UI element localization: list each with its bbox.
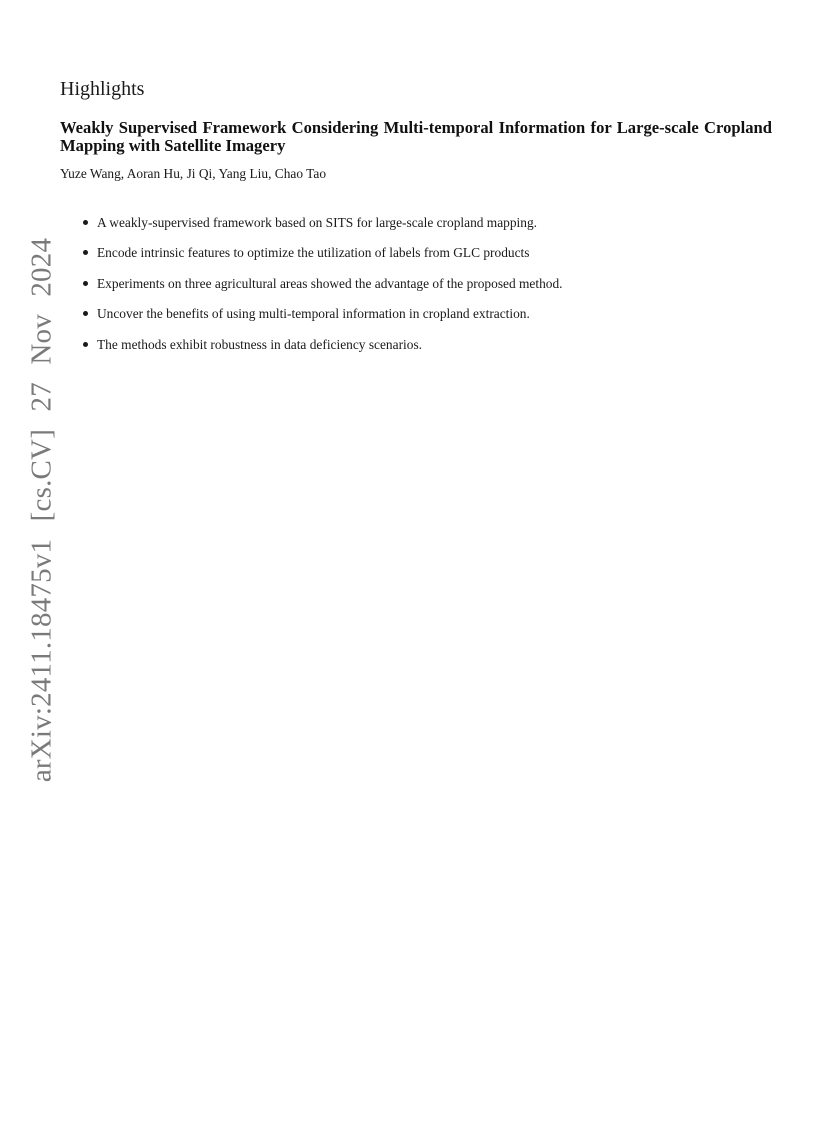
bullet-icon — [83, 342, 88, 347]
highlight-item — [83, 335, 563, 365]
author-list: Yuze Wang, Aoran Hu, Ji Qi, Yang Liu, Chao Tao — [60, 166, 327, 181]
highlight-text: Experiments on three agricultural areas showed the advantage of the proposed method. — [97, 275, 563, 291]
paper-title: Weakly Supervised Framework Considering Multi-temporal Information for Large-scale Cropland Mapping with Satellite Imagery — [60, 118, 772, 155]
arxiv-identifier-stamp[interactable]: arXiv:2411.18475v1 [cs.CV] 27 Nov 2024 — [25, 237, 58, 783]
bullet-icon — [83, 311, 88, 316]
highlight-item — [83, 243, 563, 273]
highlight-item — [83, 213, 563, 243]
highlight-item — [83, 274, 563, 304]
highlights-list — [83, 213, 563, 365]
highlight-text: The methods exhibit robustness in data deficiency scenarios. — [97, 336, 423, 352]
bullet-icon — [83, 250, 88, 255]
bullet-icon — [83, 281, 88, 286]
bullet-icon — [83, 220, 88, 225]
highlight-text: A weakly-supervised framework based on SITS for large-scale cropland mapping. — [97, 215, 538, 230]
section-heading: Highlights — [60, 78, 145, 100]
highlight-item — [83, 304, 563, 334]
highlight-text: Encode intrinsic features to optimize the utilization of labels from GLC products — [97, 245, 530, 261]
highlight-text: Uncover the benefits of using multi-temporal information in cropland extraction. — [97, 306, 530, 322]
